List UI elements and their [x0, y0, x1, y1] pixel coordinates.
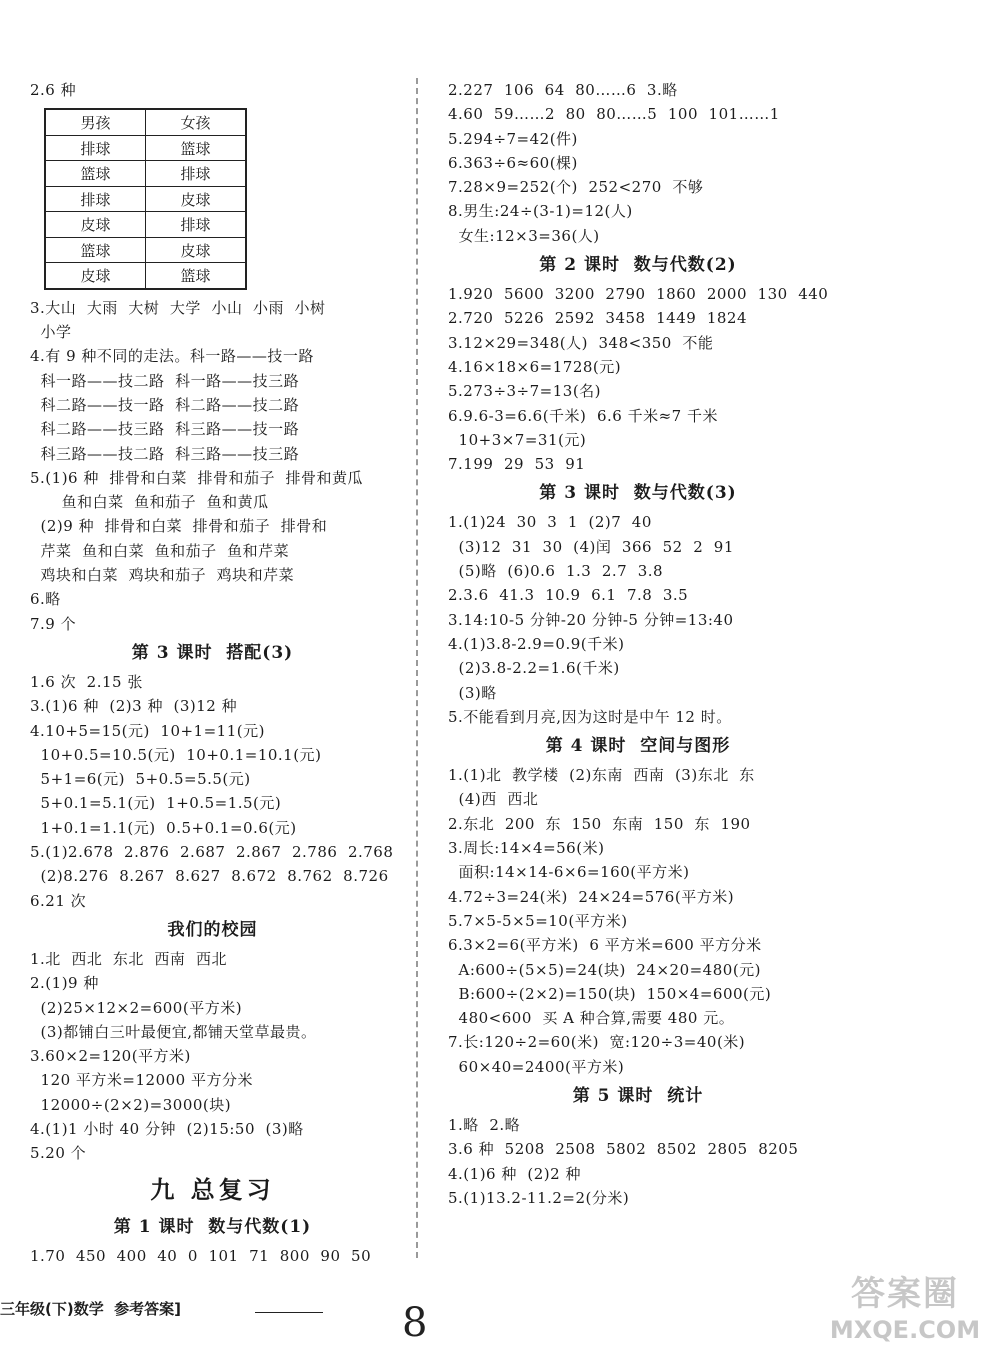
answer-line: 3.60×2=120(平方米): [30, 1047, 191, 1066]
answer-line: 12000÷(2×2)=3000(块): [30, 1095, 232, 1114]
table-cell: 篮球: [146, 135, 247, 161]
table-row: [45, 186, 246, 212]
chapter-title: 九 总复习: [150, 1174, 275, 1204]
answer-line: 芹菜 鱼和白菜 鱼和茄子 鱼和芹菜: [30, 541, 290, 560]
answer-line: 6.略: [30, 590, 61, 609]
answer-line: 小学: [30, 323, 72, 342]
footer-label: 三年级(下)数学 参考答案]: [0, 1300, 182, 1318]
answer-line: 5.不能看到月亮,因为这时是中午 12 时。: [448, 707, 732, 726]
answer-block: [448, 282, 828, 476]
table-cell: 皮球: [146, 186, 247, 212]
answer-line: 2.东北 200 东 150 东南 150 东 190: [448, 814, 751, 833]
table-row: [45, 263, 246, 289]
section-heading: 第 3 课时 数与代数(3): [539, 483, 737, 504]
answer-line: 6.3×2=6(平方米) 6 平方米=600 平方分米: [448, 936, 762, 955]
answer-block: [448, 510, 828, 729]
page-number: 8: [402, 1300, 428, 1346]
answer-line: 4.10+5=15(元) 10+1=11(元): [30, 721, 265, 740]
table-cell: 篮球: [146, 263, 247, 289]
answer-line: 10+3×7=31(元): [448, 430, 587, 449]
answer-line: 3.12×29=348(人) 348<350 不能: [448, 333, 714, 352]
answer-line: (2)9 种 排骨和白菜 排骨和茄子 排骨和: [30, 517, 328, 536]
watermark-url: MXQE.COM: [829, 1316, 981, 1344]
answer-line: (3)12 31 30 (4)闰 366 52 2 91: [448, 537, 734, 556]
section-heading: 第 1 课时 数与代数(1): [113, 1216, 312, 1237]
answer-line: 科二路——技一路 科二路——技二路: [30, 395, 300, 414]
answer-line: 5.273÷3÷7=13(名): [448, 382, 602, 401]
answer-line: 5.294÷7=42(件): [448, 129, 578, 148]
section-heading: 我们的校园: [167, 919, 258, 940]
answer-line: B:600÷(2×2)=150(块) 150×4=600(元): [448, 984, 772, 1003]
answer-line: 面积:14×14-6×6=160(平方米): [448, 863, 690, 882]
answer-line: 4.72÷3=24(米) 24×24=576(平方米): [448, 887, 735, 906]
answer-line: 1.略 2.略: [448, 1115, 521, 1134]
watermark-logo-text: 答案圈: [851, 1274, 959, 1314]
answer-line: 2.720 5226 2592 3458 1449 1824: [448, 309, 747, 328]
answer-line: 5+0.1=5.1(元) 1+0.5=1.5(元): [30, 794, 282, 813]
answer-line: 1.70 450 400 40 0 101 71 800 90 50: [30, 1246, 372, 1265]
table-row: [45, 135, 246, 161]
answer-line: 120 平方米=12000 平方分米: [30, 1071, 253, 1090]
answer-line: A:600÷(5×5)=24(块) 24×20=480(元): [448, 960, 762, 979]
answer-line: 4.16×18×6=1728(元): [448, 357, 622, 376]
answer-line: 2.3.6 41.3 10.9 6.1 7.8 3.5: [448, 586, 689, 605]
table-cell: 皮球: [45, 212, 146, 238]
answer-line: 7.长:120÷2=60(米) 宽:120÷3=40(米): [448, 1033, 746, 1052]
answer-line: 6.363÷6≈60(棵): [448, 153, 578, 172]
answer-block: [30, 670, 395, 913]
answer-line: 1.920 5600 3200 2790 1860 2000 130 440: [448, 285, 829, 304]
answer-line: (5)略 (6)0.6 1.3 2.7 3.8: [448, 562, 664, 581]
answer-line: 3.6 种 5208 2508 5802 8502 2805 8205: [448, 1140, 799, 1159]
answer-line: 4.(1)1 小时 40 分钟 (2)15:50 (3)略: [30, 1120, 304, 1138]
answer-line: 7.28×9=252(个) 252<270 不够: [448, 178, 704, 197]
right-column: [448, 78, 828, 1210]
table-row: [45, 161, 246, 187]
answer-line: 60×40=2400(平方米): [448, 1057, 625, 1076]
answer-line: 8.男生:24÷(3-1)=12(人): [448, 202, 633, 221]
answer-line: 5.(1)6 种 排骨和白菜 排骨和茄子 排骨和黄瓜: [30, 468, 363, 487]
answer-block: [30, 947, 395, 1166]
answer-line: 1.6 次 2.15 张: [30, 672, 143, 691]
answer-line: 5.(1)2.678 2.876 2.687 2.867 2.786 2.768: [30, 843, 394, 862]
answer-line: 4.(1)3.8-2.9=0.9(千米): [448, 634, 625, 653]
answer-line: 4.有 9 种不同的走法。科一路——技一路: [30, 347, 314, 366]
answer-line: 1+0.1=1.1(元) 0.5+0.1=0.6(元): [30, 818, 297, 837]
answer-line: 7.199 29 53 91: [448, 455, 586, 474]
answer-block: [448, 763, 828, 1079]
answer-line: 2.227 106 64 80……6 3.略: [448, 81, 678, 99]
answer-line: 5.20 个: [30, 1144, 87, 1163]
answer-line: (2)25×12×2=600(平方米): [30, 998, 243, 1017]
table-cell: 排球: [146, 212, 247, 238]
answer-line: 6.9.6-3=6.6(千米) 6.6 千米≈7 千米: [448, 406, 718, 425]
answer-line: 1.(1)24 30 3 1 (2)7 40: [448, 513, 652, 532]
answer-line: 5+1=6(元) 5+0.5=5.5(元): [30, 770, 251, 789]
section-heading: 第 5 课时 统计: [572, 1085, 704, 1106]
answer-line: 7.9 个: [30, 614, 77, 633]
answer-block: [448, 78, 828, 248]
answer-line: 鸡块和白菜 鸡块和茄子 鸡块和芹菜: [30, 566, 295, 585]
table-header-row: [45, 109, 246, 135]
answer-line: 3.周长:14×4=56(米): [448, 839, 605, 858]
table-header-cell: 女孩: [146, 109, 247, 135]
section-heading: 第 3 课时 搭配(3): [131, 642, 294, 663]
answer-line: 480<600 买 A 种合算,需要 480 元。: [448, 1009, 735, 1028]
answer-line: (3)略: [448, 683, 497, 702]
answer-line: 4.60 59……2 80 80……5 100 101……1: [448, 105, 780, 124]
answer-line: 3.14:10-5 分钟-20 分钟-5 分钟=13:40: [448, 610, 734, 629]
answer-block: [30, 296, 395, 636]
answer-line: 3.(1)6 种 (2)3 种 (3)12 种: [30, 697, 238, 716]
combination-table: [44, 108, 247, 290]
table-cell: 排球: [146, 161, 247, 187]
column-divider: [416, 78, 418, 1258]
table-cell: 皮球: [45, 263, 146, 289]
answer-line: 5.7×5-5×5=10(平方米): [448, 911, 628, 930]
answer-line: (2)8.276 8.267 8.627 8.672 8.762 8.726: [30, 867, 389, 886]
answer-line: (4)西 西北: [448, 790, 539, 809]
answer-line: 4.(1)6 种 (2)2 种: [448, 1164, 581, 1183]
table-row: [45, 212, 246, 238]
answer-line: 科二路——技三路 科三路——技一路: [30, 420, 300, 439]
answer-block: [448, 1113, 828, 1210]
answer-line: (3)都铺白三叶最便宜,都铺天堂草最贵。: [30, 1022, 317, 1041]
answer-line: 5.(1)13.2-11.2=2(分米): [448, 1188, 630, 1207]
answer-line: 鱼和白菜 鱼和茄子 鱼和黄瓜: [30, 493, 269, 512]
answer-line: 3.大山 大雨 大树 大学 小山 小雨 小树: [30, 298, 326, 317]
table-cell: 排球: [45, 186, 146, 212]
watermark: [815, 1272, 995, 1352]
answer-line: 2.(1)9 种: [30, 974, 99, 993]
table-header-cell: 男孩: [45, 109, 146, 135]
answer-block: [30, 1244, 395, 1268]
table-row: [45, 237, 246, 263]
answer-line: 科一路——技二路 科一路——技三路: [30, 371, 300, 390]
table-cell: 篮球: [45, 161, 146, 187]
table-cell: 皮球: [146, 237, 247, 263]
answer-line: (2)3.8-2.2=1.6(千米): [448, 659, 620, 678]
answer-line: 2.6 种: [30, 81, 77, 99]
answer-line: 科三路——技二路 科三路——技三路: [30, 444, 300, 463]
table-cell: 排球: [45, 135, 146, 161]
left-column: [30, 78, 395, 1268]
footer-rule: [255, 1312, 323, 1313]
answer-line: 1.(1)北 教学楼 (2)东南 西南 (3)东北 东: [448, 766, 755, 785]
table-cell: 篮球: [45, 237, 146, 263]
section-heading: 第 2 课时 数与代数(2): [539, 255, 737, 276]
answer-line: 女生:12×3=36(人): [448, 226, 600, 245]
answer-line: 10+0.5=10.5(元) 10+0.1=10.1(元): [30, 745, 322, 764]
section-heading: 第 4 课时 空间与图形: [545, 736, 731, 757]
answer-line: 1.北 西北 东北 西南 西北: [30, 949, 227, 968]
answer-line: 6.21 次: [30, 891, 87, 910]
